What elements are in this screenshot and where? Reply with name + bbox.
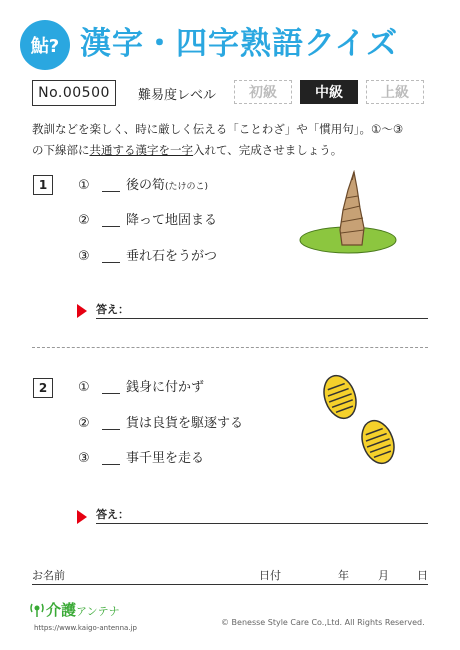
- month-label: 月: [378, 569, 389, 582]
- brand-logo: 介護アンテナ: [46, 601, 120, 619]
- blank-line: [102, 381, 120, 394]
- reading-hint: (たけのこ): [165, 182, 209, 192]
- answer-line-1[interactable]: [96, 318, 428, 319]
- answer-marker-2: [77, 510, 87, 524]
- instructions-line2: の下線部に共通する漢字を一字入れて、完成させましょう。: [32, 143, 343, 157]
- answer-line-2[interactable]: [96, 523, 428, 524]
- day-label: 日: [417, 569, 428, 582]
- question-number-2: 2: [33, 378, 53, 398]
- antenna-icon: [30, 600, 44, 618]
- blank-line: [102, 214, 120, 227]
- level-intermediate: 中級: [300, 80, 358, 104]
- section-divider: [32, 347, 428, 348]
- answer-label-2: 答え：: [96, 508, 129, 521]
- name-label: お名前: [32, 569, 65, 582]
- question-1-item-3: ③ 垂れ石をうがつ: [78, 249, 218, 264]
- answer-marker-1: [77, 304, 87, 318]
- year-label: 年: [338, 569, 349, 582]
- instructions-emphasis: 共通する漢字を一字: [89, 143, 193, 157]
- date-label: 日付: [259, 569, 281, 582]
- question-1-item-2: ② 降って地固まる: [78, 213, 218, 228]
- quiz-logo-icon: [20, 20, 70, 70]
- answer-label-1: 答え：: [96, 303, 129, 316]
- question-1-item-1: ① 後の筍(たけのこ): [78, 178, 209, 193]
- instructions: [32, 119, 432, 161]
- question-number-1: 1: [33, 175, 53, 195]
- instructions-line1: 教訓などを楽しく、時に厳しく伝える「ことわざ」や「慣用句」。①～③: [32, 122, 404, 136]
- logo-text: 鮎?: [30, 36, 60, 57]
- name-date-line[interactable]: [32, 584, 428, 585]
- level-advanced: 上級: [366, 80, 424, 104]
- difficulty-label: 難易度レベル: [138, 88, 217, 103]
- question-2-item-3: ③ 事千里を走る: [78, 451, 205, 466]
- blank-line: [102, 417, 120, 430]
- level-beginner: 初級: [234, 80, 292, 104]
- brand-url: https://www.kaigo-antenna.jp: [34, 624, 137, 632]
- question-2-item-1: ① 銭身に付かず: [78, 380, 205, 395]
- blank-line: [102, 452, 120, 465]
- quiz-number: No.00500: [32, 80, 116, 106]
- page-title: 漢字・四字熟語クイズ: [80, 26, 399, 62]
- blank-line: [102, 250, 120, 263]
- bamboo-shoot-icon: [298, 170, 398, 255]
- gold-coins-icon: [318, 372, 408, 472]
- blank-line: [102, 179, 120, 192]
- copyright: © Benesse Style Care Co.,Ltd. All Rights Reserved.: [221, 618, 425, 627]
- question-2-item-2: ② 貨は良貨を駆逐する: [78, 416, 244, 431]
